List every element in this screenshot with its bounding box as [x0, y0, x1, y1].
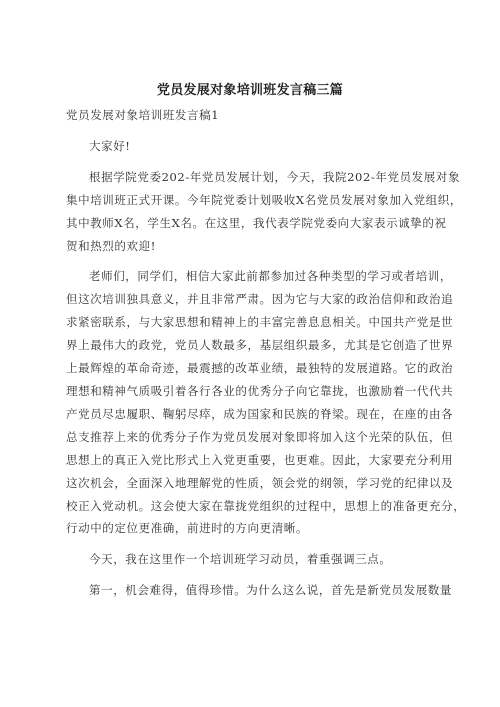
paragraph-line: 这次机会，全面深入地理解党的性质，领会党的纲领，学习党的纪律以及 — [66, 475, 454, 490]
paragraph-line: 行动中的定位更准确，前进时的方向更清晰。 — [66, 521, 308, 536]
paragraph-line: 其中教师X名，学生X名。在这里，我代表学院党委向大家表示诚挚的祝 — [66, 215, 447, 230]
paragraph-line: 思想上的真正入党比形式上入党更重要，也更难。因此，大家要充分利用 — [66, 452, 454, 467]
paragraph-intro — [66, 166, 462, 258]
paragraph-line: 老师们，同学们，相信大家此前都参加过各种类型的学习或者培训， — [89, 269, 452, 284]
paragraph-line: 贺和热烈的欢迎! — [66, 238, 156, 253]
spacer — [66, 158, 444, 166]
spacer — [66, 540, 444, 548]
paragraph-line: 校正入党动机。这会使大家在靠拢党组织的过程中，思想上的准备更充分， — [66, 498, 466, 513]
paragraph-line: 理想和精神气质吸引着各行各业的优秀分子向它靠拢，也激励着一代代共 — [66, 383, 454, 398]
spacer — [66, 127, 444, 135]
paragraph-line: 但这次培训独具意义，并且非常严肃。因为它与大家的政治信仰和政治追 — [66, 292, 454, 307]
paragraph-line: 上最辉煌的革命奇迹，最震撼的改革业绩，最独特的发展道路。它的政治 — [66, 361, 454, 376]
paragraph-first-point — [66, 579, 452, 602]
document-body — [66, 104, 466, 602]
paragraph-line: 求紧密联系，与大家思想和精神上的丰富完善息息相关。中国共产党是世 — [66, 315, 454, 330]
paragraph-line: 总支推荐上来的优秀分子作为党员发展对象即将加入这个光荣的队伍，但 — [66, 429, 454, 444]
document-title: 党员发展对象培训班发言稿三篇 — [156, 83, 344, 98]
paragraph-line: 界上最伟大的政党，党员人数最多，基层组织最多，尤其是它创造了世界 — [66, 338, 454, 353]
paragraph-line: 大家好! — [89, 138, 131, 153]
paragraph-line: 根据学院党委202-年党员发展计划，今天，我院202-年党员发展对象 — [89, 169, 461, 184]
paragraph-three-points — [66, 548, 444, 571]
spacer — [66, 571, 444, 579]
paragraph-greeting — [66, 135, 444, 158]
paragraph-line: 集中培训班正式开课。今年院党委计划吸收X名党员发展对象加入党组织， — [66, 192, 462, 207]
paragraph-main — [66, 265, 466, 540]
spacer — [66, 257, 444, 265]
paragraph-line: 产党员尽忠履职、鞠躬尽瘁，成为国家和民族的脊梁。现在，在座的由各 — [66, 406, 454, 421]
document-subtitle: 党员发展对象培训班发言稿1 — [66, 108, 220, 122]
paragraph-line: 今天，我在这里作一个培训班学习动员，着重强调三点。 — [89, 552, 392, 567]
paragraph-line: 第一，机会难得，值得珍惜。为什么这么说，首先是新党员发展数量 — [89, 583, 452, 598]
